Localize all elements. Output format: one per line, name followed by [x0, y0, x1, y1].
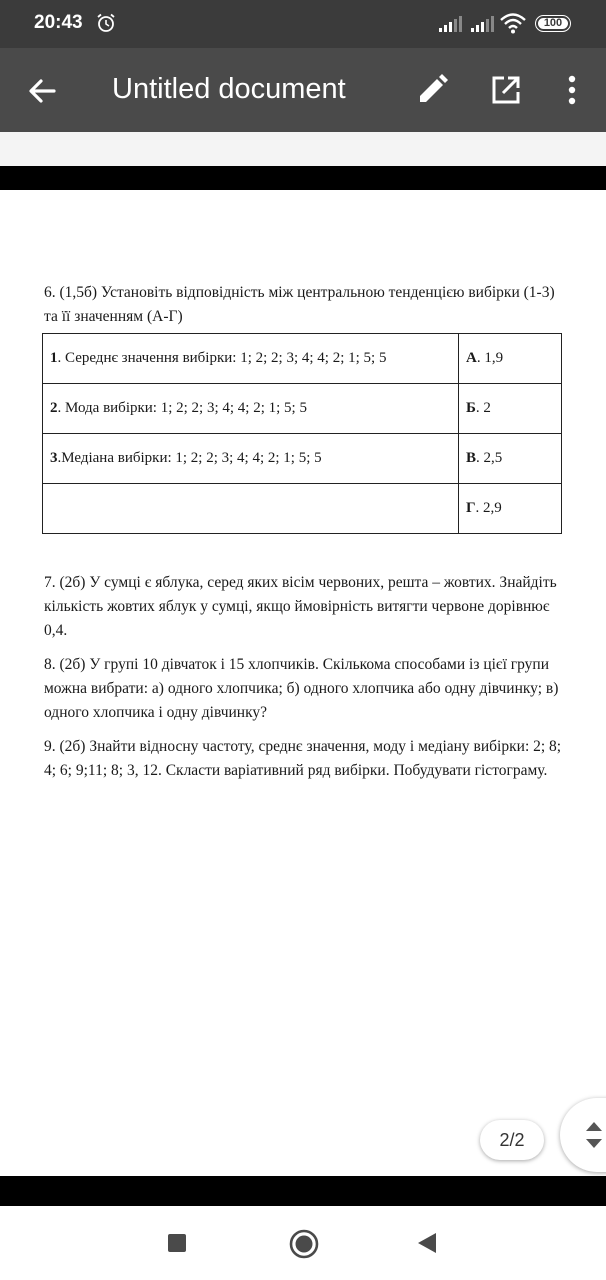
item-number: 2: [50, 400, 58, 416]
page-gap: [0, 132, 606, 166]
table-cell-left: [43, 384, 459, 434]
battery-icon: [535, 15, 571, 32]
answer-value: . 2: [475, 400, 491, 416]
wifi-icon: [500, 12, 526, 34]
open-in-new-icon[interactable]: [486, 70, 526, 110]
battery-level: 100: [538, 18, 568, 29]
scroll-arrows-icon: [582, 1118, 606, 1152]
table-cell-right: [459, 334, 562, 384]
item-number: 1: [50, 350, 58, 366]
answer-letter: А: [466, 350, 477, 366]
page-border-bottom: [0, 1176, 606, 1206]
system-nav-bar: [0, 1206, 606, 1280]
table-cell-right: [459, 434, 562, 484]
item-text: . Середнє значення вибірки: 1; 2; 2; 3; 4; 4; 2; 1; 5; 5: [57, 350, 387, 366]
item-text: . Мода вибірки: 1; 2; 2; 3; 4; 4; 2; 1; 5; 5: [57, 400, 307, 416]
table-row: [43, 434, 562, 484]
task-8-text: 8. (2б) У групі 10 дівчаток і 15 хлопчиків. Скількома способами із цієї групи можна вибрати: а) одного хлопчика; б) одного хлопчика або одну дівчинку; в) одного хлопчика і одну дівчинку?: [44, 656, 559, 721]
answer-letter: В: [466, 450, 477, 466]
document-page[interactable]: [0, 190, 606, 1176]
status-time: 20:43: [34, 12, 83, 33]
answer-value: . 2,9: [475, 500, 502, 516]
pencil-icon[interactable]: [412, 70, 452, 110]
table-cell-right: [459, 484, 562, 534]
back-arrow-icon[interactable]: [22, 70, 64, 112]
item-text: .Медіана вибірки: 1; 2; 2; 3; 4; 4; 2; 1; 5; 5: [57, 450, 322, 466]
app-bar: [0, 48, 606, 132]
table-row: [43, 384, 562, 434]
table-row: [43, 484, 562, 534]
table-row: [43, 334, 562, 384]
status-bar: [0, 0, 606, 48]
matching-table: [42, 333, 562, 534]
answer-value: . 1,9: [476, 350, 504, 366]
back-icon[interactable]: [414, 1230, 440, 1256]
table-cell-left: [43, 484, 459, 534]
table-cell-left: [43, 334, 459, 384]
answer-letter: Г: [466, 500, 476, 516]
answer-letter: Б: [466, 400, 476, 416]
document-title: Untitled document: [112, 73, 346, 105]
recent-apps-icon[interactable]: [168, 1234, 186, 1252]
task-7-text: 7. (2б) У сумці є яблука, серед яких вісім червоних, решта – жовтих. Знайдіть кількість жовтих яблук у сумці, якщо ймовірність витягти червоне дорівнює 0,4.: [44, 574, 557, 639]
more-vert-icon[interactable]: [552, 70, 592, 110]
task-9-text: 9. (2б) Знайти відносну частоту, среднє значення, моду і медіану вибірки: 2; 8; 4; 6; 9;11; 8; 3, 12. Скласти варіативний ряд вибірки. Побудувати гістограму.: [44, 738, 562, 779]
item-number: 3: [50, 450, 58, 466]
answer-value: . 2,5: [476, 450, 503, 466]
signal-icon: [438, 16, 462, 32]
task-6-text: 6. (1,5б) Установіть відповідність між центральною тенденцією вибірки (1-3) та її значенням (А-Г): [44, 284, 555, 325]
alarm-icon: [96, 13, 116, 33]
home-icon[interactable]: [288, 1228, 320, 1260]
table-cell-right: [459, 384, 562, 434]
page-indicator: 2/2: [480, 1120, 544, 1160]
page-border-top: [0, 166, 606, 190]
signal-icon: [470, 16, 494, 32]
table-cell-left: [43, 434, 459, 484]
